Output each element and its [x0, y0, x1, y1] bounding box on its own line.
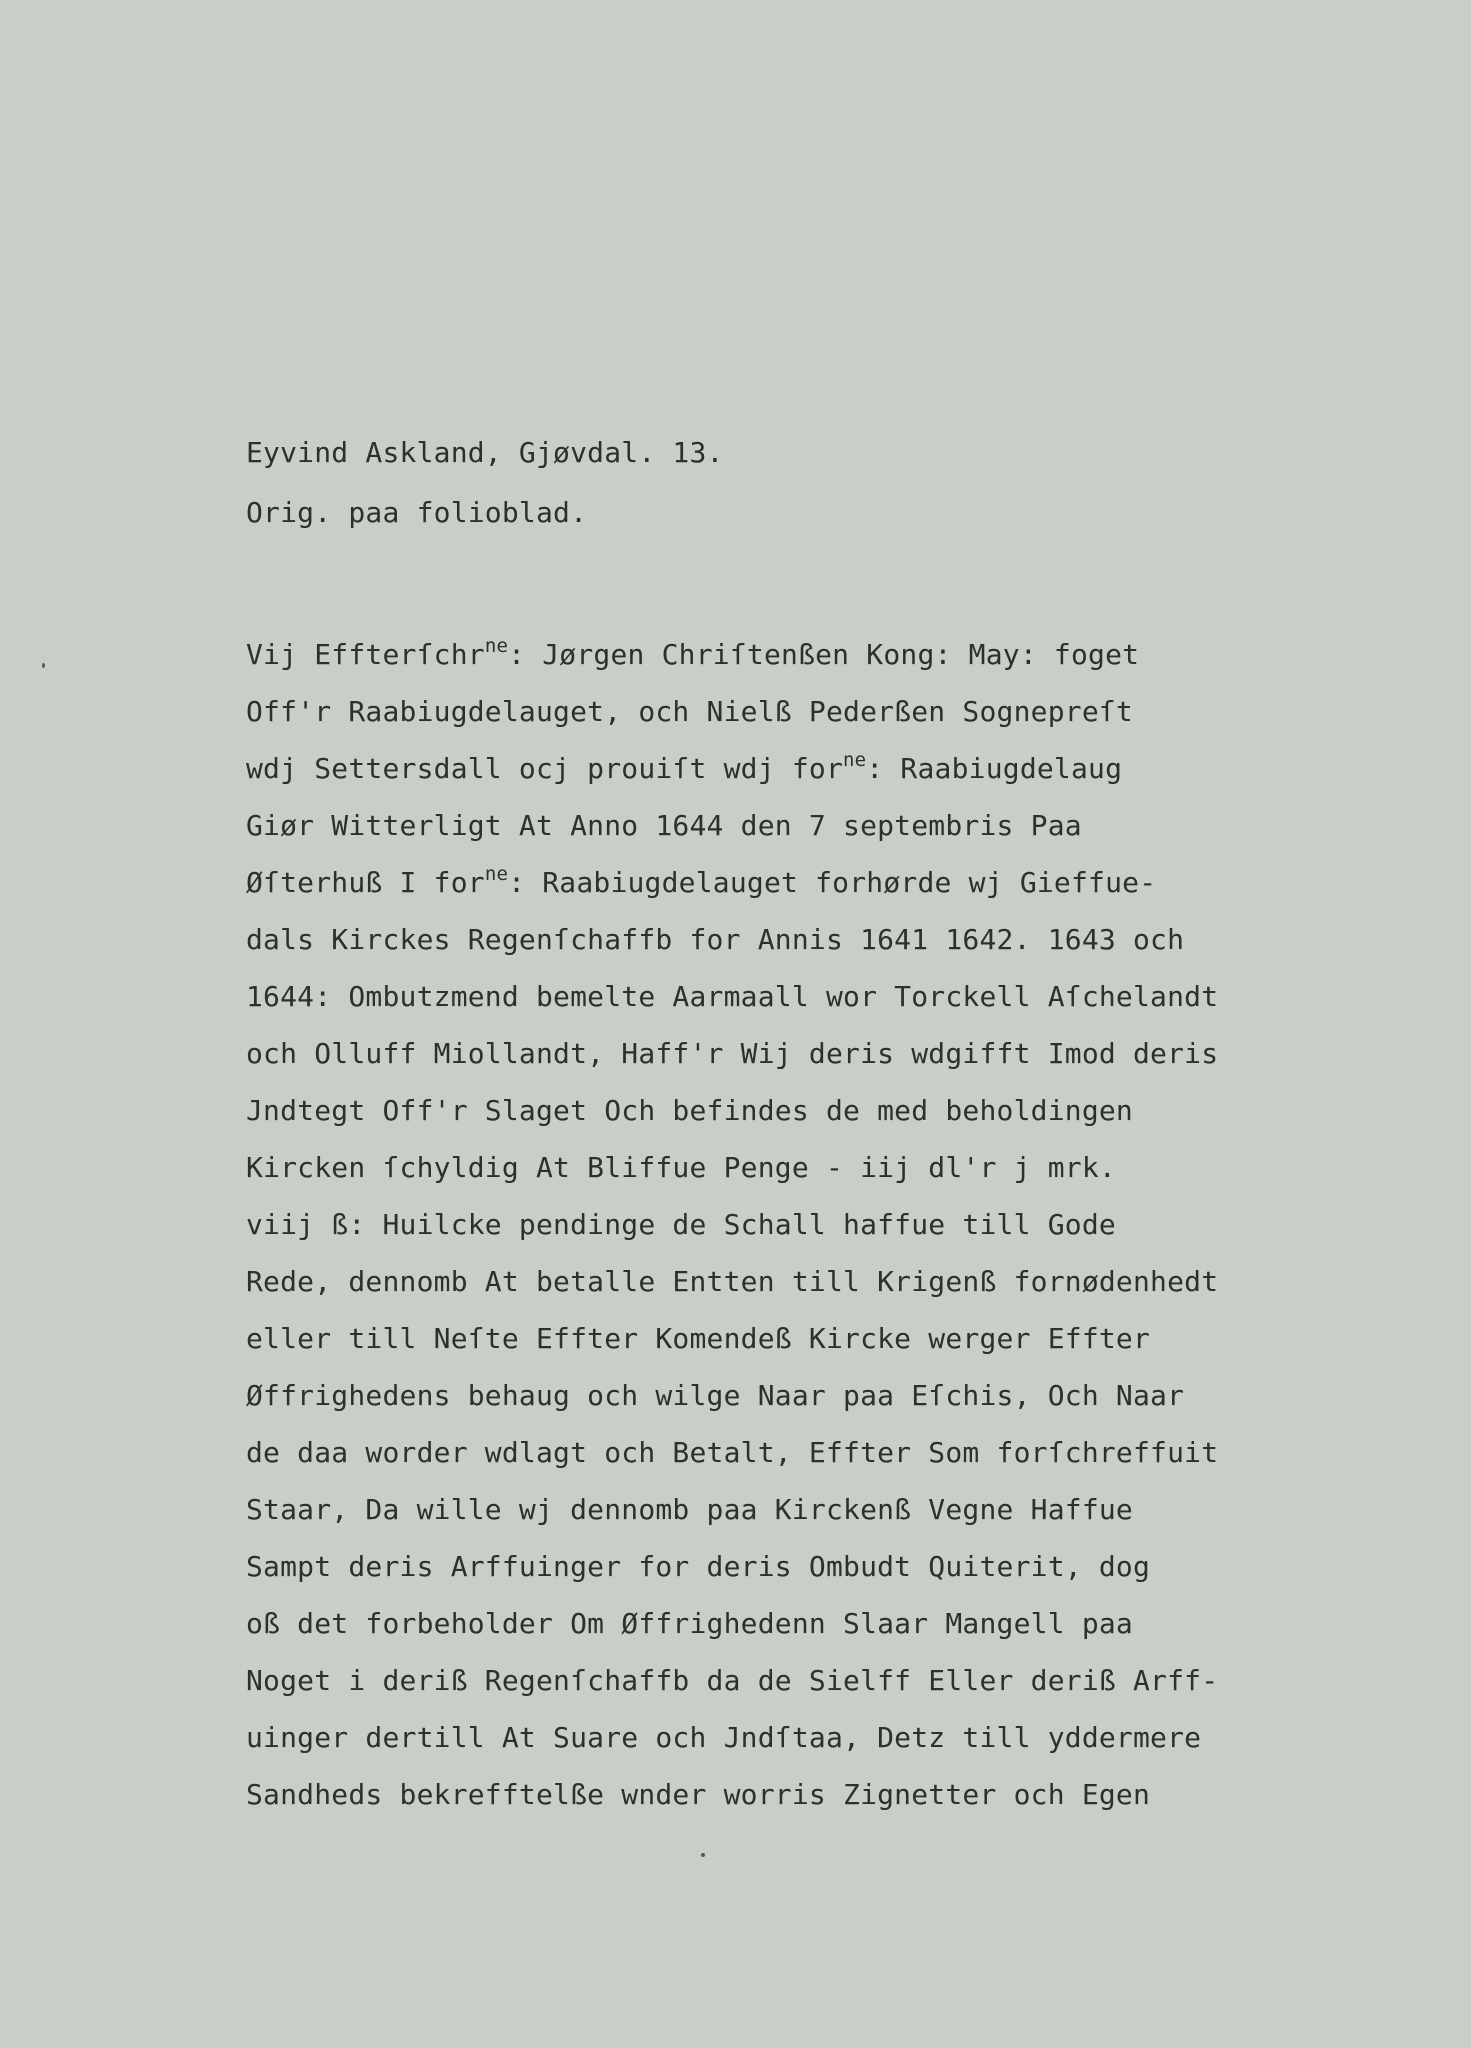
- header-line-1: Eyvind Askland, Gjøvdal. 13.: [246, 436, 724, 469]
- text-line-14: Øffrighedens behaug och wilge Naar paa Eſchis, Och Naar: [246, 1379, 1185, 1412]
- paper-speck: [701, 1853, 705, 1857]
- text-line-18: oß det forbeholder Om Øffrighedenn Slaar Mangell paa: [246, 1607, 1133, 1640]
- text-line-9: Jndtegt Off'r Slaget Och befindes de med beholdingen: [246, 1094, 1133, 1127]
- text-line-16: Staar, Da wille wj dennomb paa Kirckenß Vegne Haffue: [246, 1493, 1133, 1526]
- header-line-2: Orig. paa folioblad.: [246, 496, 588, 529]
- text-line-7: 1644: Ombutzmend bemelte Aarmaall wor Torckell Aſchelandt: [246, 980, 1219, 1013]
- text-line-8: och Olluff Miollandt, Haff'r Wij deris wdgifft Imod deris: [246, 1037, 1219, 1070]
- text-line-17: Sampt deris Arffuinger for deris Ombudt Quiterit, dog: [246, 1550, 1151, 1583]
- text-line-5: Øſterhuß I for$^{ne}$: Raabiugdelauget forhørde wj Gieffue-: [246, 863, 1157, 899]
- text-line-19: Noget i deriß Regenſchaffb da de Sielff Eller deriß Arff-: [246, 1664, 1219, 1697]
- text-line-3: wdj Settersdall ocj prouiſt wdj for$^{ne}$: Raabiugdelaug: [246, 749, 1123, 785]
- paper-speck: [42, 663, 45, 668]
- text-line-10: Kircken ſchyldig At Bliffue Penge - iij dl'r j mrk.: [246, 1151, 1116, 1184]
- text-line-11: viij ß: Huilcke pendinge de Schall haffue till Gode: [246, 1208, 1116, 1241]
- text-line-1: Vij Effterſchr$^{ne}$: Jørgen Chriſtenßen Kong: May: foget: [246, 635, 1140, 671]
- text-line-2: Off'r Raabiugdelauget, och Nielß Pederßen Sognepreſt: [246, 695, 1133, 728]
- text-line-13: eller till Neſte Effter Komendeß Kircke werger Effter: [246, 1322, 1151, 1355]
- text-line-4: Giør Witterligt At Anno 1644 den 7 septembris Paa: [246, 809, 1082, 842]
- text-line-12: Rede, dennomb At betalle Entten till Krigenß fornødenhedt: [246, 1265, 1219, 1298]
- text-line-21: Sandheds bekrefftelße wnder worris Zignetter och Egen: [246, 1778, 1151, 1811]
- text-line-15: de daa worder wdlagt och Betalt, Effter Som forſchreffuit: [246, 1436, 1219, 1469]
- text-line-6: dals Kirckes Regenſchaffb for Annis 1641 1642. 1643 och: [246, 923, 1185, 956]
- text-line-20: uinger dertill At Suare och Jndſtaa, Detz till yddermere: [246, 1721, 1202, 1754]
